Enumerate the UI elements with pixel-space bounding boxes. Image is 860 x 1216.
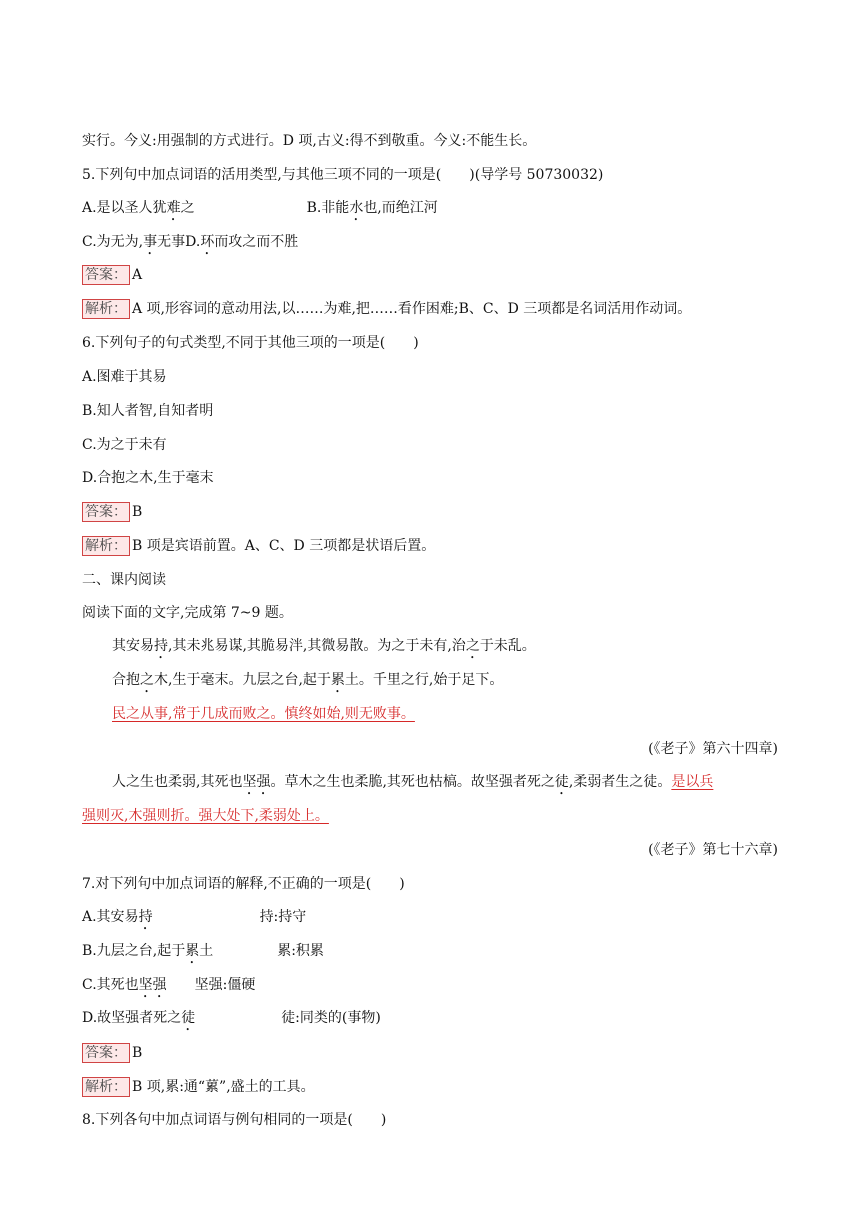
passage-text: 。草木之生也柔脆,其死也枯槁。故坚强者死之 bbox=[270, 774, 555, 790]
answer-value: A bbox=[132, 267, 143, 283]
analysis-text: B 项,累:通“蔂”,盛土的工具。 bbox=[132, 1079, 315, 1095]
question-7-option-d bbox=[82, 1008, 381, 1034]
dotted-word: 之 bbox=[465, 638, 480, 654]
dotted-word: 之 bbox=[140, 672, 154, 688]
dotted-word: 坚强 bbox=[242, 774, 271, 790]
option-gloss: 徒:同类的(事物) bbox=[281, 1010, 381, 1026]
analysis-tag: 解析： bbox=[82, 1077, 130, 1097]
analysis-text: B 项是宾语前置。A、C、D 三项都是状语后置。 bbox=[132, 538, 436, 554]
text-line: 实行。今义:用强制的方式进行。D 项,古义:得不到敬重。今义:不能生长。 bbox=[82, 133, 537, 149]
option-text: 也,而绝江河 bbox=[363, 200, 438, 216]
option-text: B.非能 bbox=[306, 200, 350, 216]
option-text: D.故坚强者死之 bbox=[82, 1010, 182, 1026]
source-citation: (《老子》第七十六章) bbox=[648, 842, 778, 858]
passage-line bbox=[112, 772, 713, 798]
question-6-option-a: A.图难于其易 bbox=[82, 369, 167, 385]
passage-line bbox=[112, 636, 536, 662]
question-7-option-b bbox=[82, 941, 324, 967]
passage-text: 土。千里之行,始于足下。 bbox=[344, 672, 504, 688]
dotted-word: 徒 bbox=[181, 1010, 196, 1026]
answer-5 bbox=[82, 265, 142, 285]
option-text: 无事 bbox=[157, 234, 186, 250]
dotted-word: 持 bbox=[138, 909, 153, 925]
question-7-option-c bbox=[82, 975, 255, 1001]
dotted-word: 累 bbox=[185, 943, 200, 959]
answer-tag: 答案： bbox=[82, 502, 130, 522]
analysis-text: A 项,形容词的意动用法,以……为难,把……看作困难;B、C、D 三项都是名词活用作动词。 bbox=[132, 301, 692, 317]
passage-text: 人之生也柔弱,其死也 bbox=[112, 774, 243, 790]
answer-6 bbox=[82, 502, 142, 522]
highlighted-passage: 强则灭,木强则折。强大处下,柔弱处上。 bbox=[82, 808, 329, 824]
question-6-option-d: D.合抱之木,生于毫末 bbox=[82, 470, 214, 486]
passage-line bbox=[112, 670, 503, 696]
option-text: D. bbox=[185, 234, 201, 250]
passage-text: 其安易 bbox=[112, 638, 154, 654]
analysis-tag: 解析： bbox=[82, 299, 130, 319]
passage-line bbox=[82, 806, 329, 826]
question-6-option-c: C.为之于未有 bbox=[82, 437, 167, 453]
dotted-word: 徒 bbox=[554, 774, 569, 790]
question-8-stem: 8.下列各句中加点词语与例句相同的一项是( ) bbox=[82, 1112, 387, 1128]
option-text: 而攻之而不胜 bbox=[214, 234, 299, 250]
analysis-tag: 解析： bbox=[82, 536, 130, 556]
dotted-word: 坚强 bbox=[138, 977, 167, 993]
dotted-word: 持 bbox=[154, 638, 168, 654]
option-text: C.其死也 bbox=[82, 977, 139, 993]
option-text: A.是以圣人犹 bbox=[82, 200, 167, 216]
option-text: 之 bbox=[180, 200, 195, 216]
highlighted-passage: 民之从事,常于几成而败之。慎终如始,则无败事。 bbox=[112, 706, 415, 722]
question-7-stem: 7.对下列句中加点词语的解释,不正确的一项是( ) bbox=[82, 876, 405, 892]
passage-text: 于未乱。 bbox=[479, 638, 536, 654]
question-5-options-cd bbox=[82, 232, 298, 258]
option-text: B.九层之台,起于 bbox=[82, 943, 186, 959]
option-text: A.其安易 bbox=[82, 909, 139, 925]
option-text: 土 bbox=[199, 943, 214, 959]
analysis-5 bbox=[82, 299, 691, 319]
answer-tag: 答案： bbox=[82, 265, 130, 285]
question-7-option-a bbox=[82, 907, 306, 933]
dotted-word: 事 bbox=[143, 234, 158, 250]
highlighted-passage: 是以兵 bbox=[671, 774, 714, 790]
dotted-word: 水 bbox=[349, 200, 364, 216]
passage-text: 木,生于毫末。九层之台,起于 bbox=[154, 672, 331, 688]
analysis-7 bbox=[82, 1077, 315, 1097]
dotted-word: 累 bbox=[330, 672, 345, 688]
answer-tag: 答案： bbox=[82, 1043, 130, 1063]
answer-value: B bbox=[132, 504, 143, 520]
option-gloss: 坚强:僵硬 bbox=[194, 977, 256, 993]
question-6-option-b: B.知人者智,自知者明 bbox=[82, 403, 214, 419]
question-6-stem: 6.下列句子的句式类型,不同于其他三项的一项是( ) bbox=[82, 335, 419, 351]
option-gloss: 累:积累 bbox=[277, 943, 324, 959]
answer-value: B bbox=[132, 1045, 143, 1061]
passage-text: ,柔弱者生之徒。 bbox=[568, 774, 672, 790]
section-heading: 二、课内阅读 bbox=[82, 572, 166, 588]
option-text: C.为无为, bbox=[82, 234, 144, 250]
passage-text: ,其未兆易谋,其脆易泮,其微易散。为之于未有,治 bbox=[168, 638, 466, 654]
question-5-options-ab bbox=[82, 198, 438, 224]
question-5-stem: 5.下列句中加点词语的活用类型,与其他三项不同的一项是( )(导学号 50730032) bbox=[82, 167, 604, 183]
dotted-word: 难 bbox=[166, 200, 181, 216]
option-gloss: 持:持守 bbox=[259, 909, 307, 925]
reading-instruction: 阅读下面的文字,完成第 7~9 题。 bbox=[82, 605, 293, 621]
passage-text: 合抱 bbox=[112, 672, 140, 688]
dotted-word: 环 bbox=[200, 234, 215, 250]
answer-7 bbox=[82, 1043, 142, 1063]
analysis-6 bbox=[82, 536, 435, 556]
source-citation: (《老子》第六十四章) bbox=[648, 741, 778, 757]
passage-line bbox=[112, 704, 415, 724]
